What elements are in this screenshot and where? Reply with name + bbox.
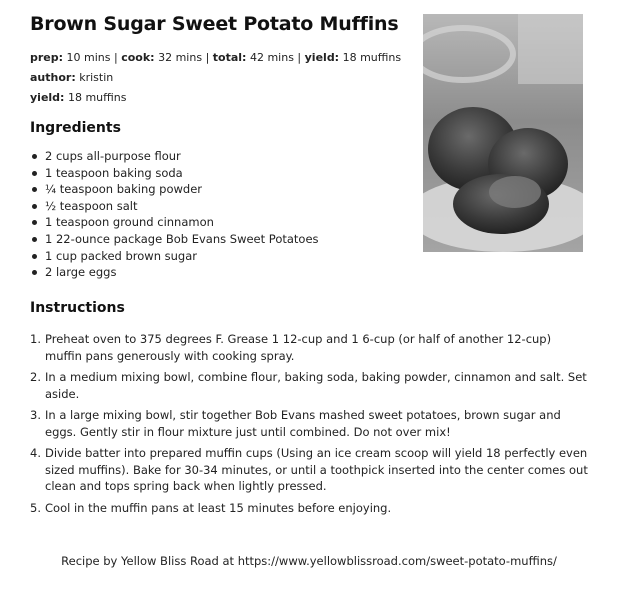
recipe-yield (30, 91, 126, 104)
step-text: In a medium mixing bowl, combine flour, baking soda, baking powder, cinnamon and salt. Set aside. (45, 370, 587, 401)
recipe-source-footer: Recipe by Yellow Bliss Road at https://www.yellowblissroad.com/sweet-potato-muffins/ (61, 554, 557, 568)
ingredient-item: 1 teaspoon ground cinnamon (30, 214, 319, 231)
ingredient-item: 1 cup packed brown sugar (30, 248, 319, 265)
step-number: 5. (30, 500, 41, 515)
muffin-photo (423, 14, 583, 252)
separator: | (297, 51, 302, 64)
recipe-times (30, 51, 401, 64)
step-text: Divide batter into prepared muffin cups (Using an ice cream scoop will yield 18 perfectly even sized muffins). Bake for 30-34 minutes, or until a toothpick inserted into the center comes out clean and tops spring back when lightly pressed. (45, 446, 588, 493)
author-label: author: (30, 71, 76, 84)
step-number: 1. (30, 332, 41, 346)
cook-value: 32 mins (158, 51, 203, 64)
instruction-step (30, 445, 590, 495)
yield-label: yield: (30, 91, 65, 104)
ingredient-item: ½ teaspoon salt (30, 198, 319, 215)
prep-label: prep: (30, 51, 64, 64)
step-text: Cool in the muffin pans at least 15 minutes before enjoying. (45, 500, 392, 515)
step-number: 3. (30, 408, 41, 422)
total-label: total: (212, 51, 247, 64)
step-number: 2. (30, 370, 41, 384)
ingredients-heading: Ingredients (30, 120, 121, 136)
yield-value: 18 muffins (342, 51, 402, 64)
instructions-list (30, 331, 590, 521)
step-number: 4. (30, 446, 41, 460)
yield-value: 18 muffins (67, 91, 127, 104)
ingredient-item: 2 large eggs (30, 264, 319, 281)
recipe-author (30, 71, 113, 84)
cook-label: cook: (121, 51, 155, 64)
muffin-photo-image (423, 14, 583, 252)
total-value: 42 mins (249, 51, 294, 64)
prep-value: 10 mins (66, 51, 111, 64)
instruction-step (30, 407, 590, 440)
yield-label: yield: (304, 51, 340, 64)
ingredient-item: 2 cups all-purpose flour (30, 148, 319, 165)
recipe-title: Brown Sugar Sweet Potato Muffins (30, 13, 399, 35)
separator: | (114, 51, 118, 64)
separator: | (205, 51, 210, 64)
step-text: In a large mixing bowl, stir together Bob Evans mashed sweet potatoes, brown sugar and eggs. Gently stir in flour mixture just until combined. Do not over mix! (45, 408, 561, 439)
instruction-step (30, 500, 590, 517)
author-value: kristin (79, 71, 114, 84)
instructions-heading: Instructions (30, 300, 125, 316)
ingredients-list (30, 148, 319, 281)
ingredient-item: 1 22-ounce package Bob Evans Sweet Potatoes (30, 231, 319, 248)
ingredient-item: 1 teaspoon baking soda (30, 165, 319, 182)
step-text: Preheat oven to 375 degrees F. Grease 1 12-cup and 1 6-cup (or half of another 12-cup) muffin pans generously with cooking spray. (45, 332, 552, 363)
instruction-step (30, 331, 590, 364)
ingredient-item: ¼ teaspoon baking powder (30, 181, 319, 198)
instruction-step (30, 369, 590, 402)
